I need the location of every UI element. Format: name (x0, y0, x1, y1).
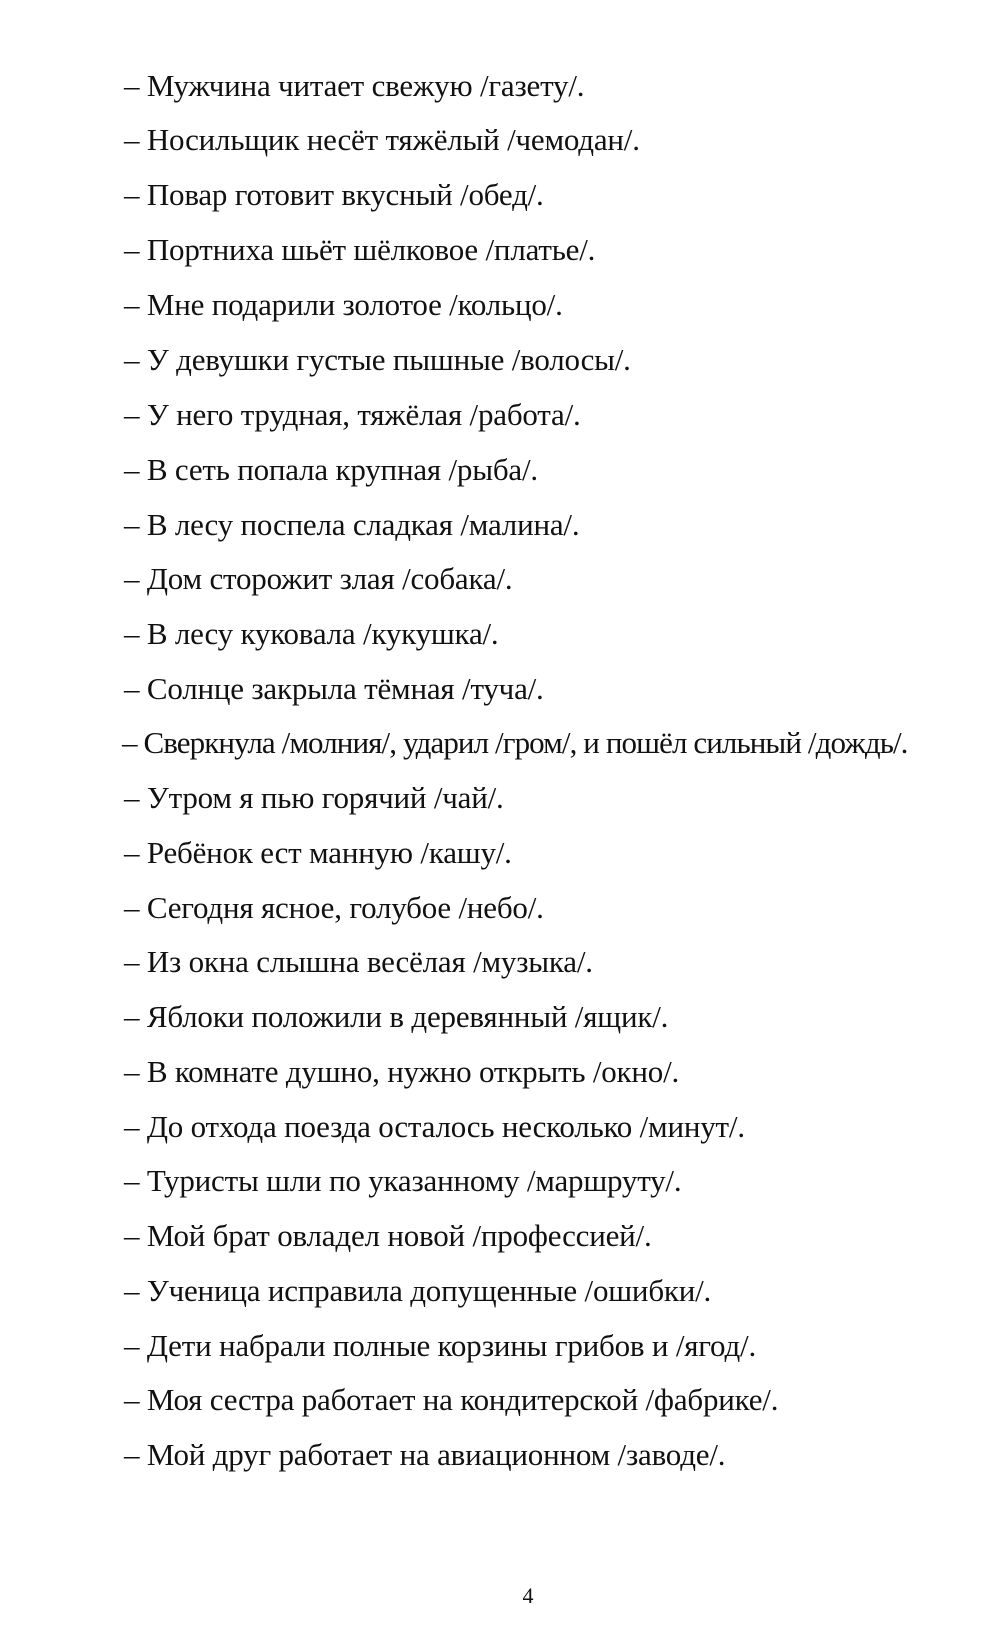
sentence-line: – Сверкнула /молния/, ударил /гром/, и пошёл сильный /дождь/. (122, 725, 908, 760)
sentence-line: – Мой брат овладел новой /профессией/. (124, 1218, 652, 1253)
sentence-line: – Туристы шли по указанному /маршруту/. (124, 1163, 682, 1198)
sentence-line: – У него трудная, тяжёлая /работа/. (124, 397, 581, 432)
sentence-line: – В комнате душно, нужно открыть /окно/. (124, 1054, 680, 1089)
sentence-line: – Ребёнок ест манную /кашу/. (124, 835, 512, 870)
sentence-line: – Портниха шьёт шёлковое /платье/. (124, 232, 596, 267)
sentence-line: – Яблоки положили в деревянный /ящик/. (124, 999, 669, 1034)
sentence-line: – Из окна слышна весёлая /музыка/. (124, 944, 593, 979)
page-number: 4 (522, 1583, 534, 1608)
sentence-line: – Дом сторожит злая /собака/. (124, 561, 513, 596)
sentence-line: – Мужчина читает свежую /газету/. (124, 68, 585, 103)
sentence-line: – Моя сестра работает на кондитерской /фабрике/. (124, 1382, 779, 1417)
sentence-line: – Дети набрали полные корзины грибов и /ягод/. (124, 1328, 756, 1363)
sentence-line: – У девушки густые пышные /волосы/. (124, 342, 631, 377)
sentence-line: – Мой друг работает на авиационном /заводе/. (124, 1437, 726, 1472)
sentence-line: – В лесу поспела сладкая /малина/. (124, 507, 580, 542)
sentence-line: – В лесу куковала /кукушка/. (124, 616, 499, 651)
sentence-line: – Носильщик несёт тяжёлый /чемодан/. (124, 122, 640, 157)
sentence-line: – До отхода поезда осталось несколько /минут/. (124, 1109, 745, 1144)
sentence-line: – Мне подарили золотое /кольцо/. (124, 287, 563, 322)
sentence-line: – Солнце закрыла тёмная /туча/. (124, 671, 544, 706)
sentence-line: – Утром я пью горячий /чай/. (124, 780, 504, 815)
sentence-line: – Сегодня ясное, голубое /небо/. (124, 890, 544, 925)
sentence-line: – Повар готовит вкусный /обед/. (124, 177, 544, 212)
sentence-line: – Ученица исправила допущенные /ошибки/. (124, 1273, 712, 1308)
sentence-line: – В сеть попала крупная /рыба/. (124, 452, 538, 487)
